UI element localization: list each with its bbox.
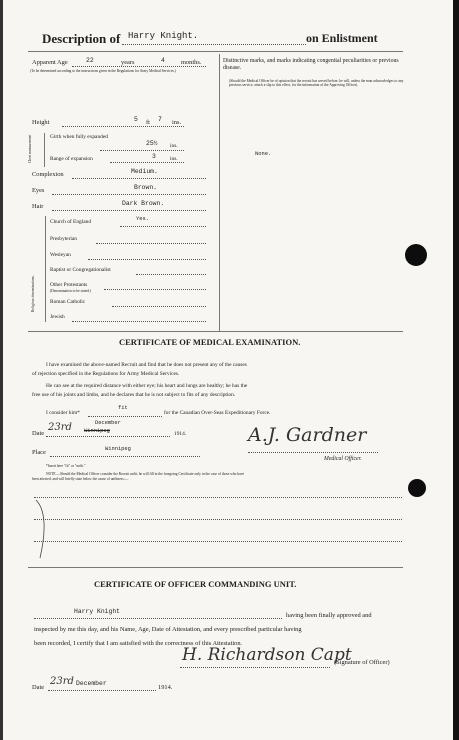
- medical-date-struck: Winnipeg: [84, 428, 110, 434]
- chest-bracket: [44, 133, 45, 167]
- age-years-label: years: [121, 59, 135, 66]
- scan-edge-right: [453, 0, 459, 740]
- girth-value: 25½: [146, 140, 158, 147]
- hair-label: Hair: [32, 203, 44, 210]
- eyes-dotted-line: [52, 194, 206, 195]
- religion-bracket: [45, 216, 46, 322]
- medical-officer-signature: A.J. Gardner: [248, 424, 367, 446]
- signature-of-officer-label: (Signature of Officer): [334, 659, 390, 666]
- range-ins-label: ins.: [170, 156, 178, 162]
- age-months-value: 4: [161, 57, 165, 64]
- consider-text-2: for the Canadian Over-Seas Expeditionary Force.: [164, 410, 271, 416]
- height-ft-label: ft: [146, 119, 150, 126]
- commanding-date-day: 23rd: [50, 676, 74, 687]
- cancel-pen-stroke: [34, 498, 54, 562]
- medical-date-dotted-line: [46, 436, 170, 437]
- commanding-signature-line: [180, 667, 330, 668]
- section-rule-2: [28, 567, 403, 568]
- commanding-date-month: December: [76, 680, 107, 687]
- unfit-note-line1: NOTE.—Should the Medical Officer consider the Recruit unfit, he will fill in the foregoing Certificate only in the case of those who have: [46, 472, 245, 476]
- commanding-name-dotted-line: [34, 618, 282, 619]
- recruit-name: Harry Knight.: [128, 31, 199, 41]
- distinctive-marks-note: (Should the Medical Officer be of opinion that the recruit has served before, he will, unless the man acknowledges to any previous service, attach a slip to this effect, for the information of the Approving Officer).: [229, 79, 404, 87]
- religion-church-of-england: Church of England: [50, 219, 92, 225]
- religion-side-label: Religious denominations.: [31, 275, 35, 312]
- unfit-line-2: [34, 519, 402, 520]
- girth-dotted-line: [100, 150, 184, 151]
- eyes-value: Brown.: [134, 184, 158, 191]
- age-years-value: 22: [86, 57, 94, 64]
- religion-roman-catholic: Roman Catholic: [50, 299, 86, 305]
- age-label: Apparent Age: [32, 59, 68, 66]
- complexion-label: Complexion: [32, 171, 64, 178]
- medical-date-month: December: [95, 420, 121, 426]
- religion-wesleyan: Wesleyan: [50, 252, 71, 258]
- commanding-line1: having been finally approved and: [286, 612, 372, 619]
- height-ins-label: ins.: [172, 119, 182, 126]
- range-label: Range of expansion: [50, 156, 93, 162]
- insert-note: *Insert here "fit" or "unfit.": [46, 464, 86, 468]
- medical-date-year: 1914.: [174, 431, 187, 437]
- religion-denomination-note: (Denomination to be stated.): [50, 289, 92, 293]
- height-inches-value: 7: [158, 116, 162, 123]
- title-dotted-line: [122, 44, 306, 45]
- complexion-value: Medium.: [131, 168, 158, 175]
- religion-dotted-1: [120, 226, 206, 227]
- medical-officer-label: Medical Officer.: [324, 456, 362, 462]
- chest-side-label: Chest measurement: [28, 134, 32, 163]
- unfit-line-1: [34, 497, 402, 498]
- distinctive-marks-value: None.: [255, 151, 272, 157]
- commanding-date-label: Date: [32, 684, 45, 691]
- religion-dotted-7: [72, 321, 206, 322]
- form-title-right: on Enlistment: [306, 31, 378, 45]
- range-value: 3: [152, 153, 156, 160]
- religion-baptist: Baptist or Congregationalist: [50, 267, 111, 273]
- height-dotted-line: [62, 126, 184, 127]
- range-dotted-line: [110, 162, 184, 163]
- religion-dotted-5: [104, 289, 206, 290]
- girth-label: Girth when fully expanded: [50, 134, 108, 140]
- religion-other-protestants: Other Protestants: [50, 282, 88, 288]
- column-divider: [219, 54, 220, 332]
- medical-para1-line2: of rejection specified in the Regulations for Army Medical Services.: [32, 371, 180, 377]
- place-label: Place: [32, 449, 46, 456]
- commanding-date-year: 1914.: [158, 684, 173, 691]
- religion-dotted-4: [136, 274, 206, 275]
- commanding-line2: inspected by me this day, and his Name, Age, Date of Attestation, and every prescribed particular having: [34, 626, 302, 633]
- place-dotted-line: [50, 456, 200, 457]
- medical-para2-line2: free use of his joints and limbs, and he declares that he is not subject to fits of any description.: [32, 392, 236, 398]
- age-dotted-line: [72, 66, 206, 67]
- complexion-dotted-line: [72, 178, 206, 179]
- scan-edge-left: [0, 0, 3, 740]
- religion-dotted-6: [112, 306, 206, 307]
- religion-church-value: Yes.: [136, 216, 149, 222]
- commanding-line3: been recorded, I certify that I am satisfied with the correctness of this Attestation.: [34, 640, 243, 647]
- hair-dotted-line: [52, 210, 206, 211]
- commanding-date-dotted-line: [48, 690, 156, 691]
- punch-hole-bottom: [408, 479, 426, 497]
- title-rule: [28, 51, 403, 52]
- eyes-label: Eyes: [32, 187, 45, 194]
- religion-presbyterian: Presbyterian: [50, 236, 77, 242]
- distinctive-marks-heading: Distinctive marks, and marks indicating congenital peculiarities or previous disease.: [223, 58, 399, 71]
- medical-date-day: 23rd: [48, 422, 72, 433]
- age-months-label: months.: [181, 59, 202, 66]
- medical-signature-line: [248, 452, 378, 453]
- religion-dotted-3: [88, 259, 206, 260]
- consider-text: I consider him*: [46, 410, 80, 416]
- section-rule-1: [28, 331, 403, 332]
- medical-para1-line1: I have examined the above-named Recruit and find that he does not present any of the causes: [46, 362, 247, 368]
- height-feet-value: 5: [134, 116, 138, 123]
- religion-dotted-2: [96, 243, 206, 244]
- medical-para2-line1: He can see at the required distance with either eye; his heart and lungs are healthy; he has the: [46, 383, 248, 389]
- consider-dotted-line: [88, 416, 162, 417]
- commanding-signature: H. Richardson Capt: [182, 645, 352, 665]
- commanding-recruit-name: Harry Knight: [74, 608, 121, 615]
- commanding-heading: CERTIFICATE OF OFFICER COMMANDING UNIT.: [94, 579, 297, 589]
- punch-hole-top: [405, 244, 427, 266]
- place-value: Winnipeg: [105, 446, 131, 452]
- girth-ins-label: ins.: [170, 143, 178, 149]
- religion-jewish: Jewish: [50, 314, 65, 320]
- consider-value: fit: [118, 405, 128, 411]
- unfit-line-3: [34, 541, 402, 542]
- age-note: (To be determined according to the instructions given in the Regulations for Army Medical Services.): [30, 69, 176, 73]
- medical-heading: CERTIFICATE OF MEDICAL EXAMINATION.: [119, 337, 301, 347]
- form-title-left: Description of: [42, 31, 121, 46]
- medical-date-label: Date: [32, 430, 45, 437]
- hair-value: Dark Brown.: [122, 200, 165, 207]
- unfit-note-line2: been attested, and will briefly state below the cause of unfitness:—: [32, 477, 129, 481]
- height-label: Height: [32, 119, 50, 126]
